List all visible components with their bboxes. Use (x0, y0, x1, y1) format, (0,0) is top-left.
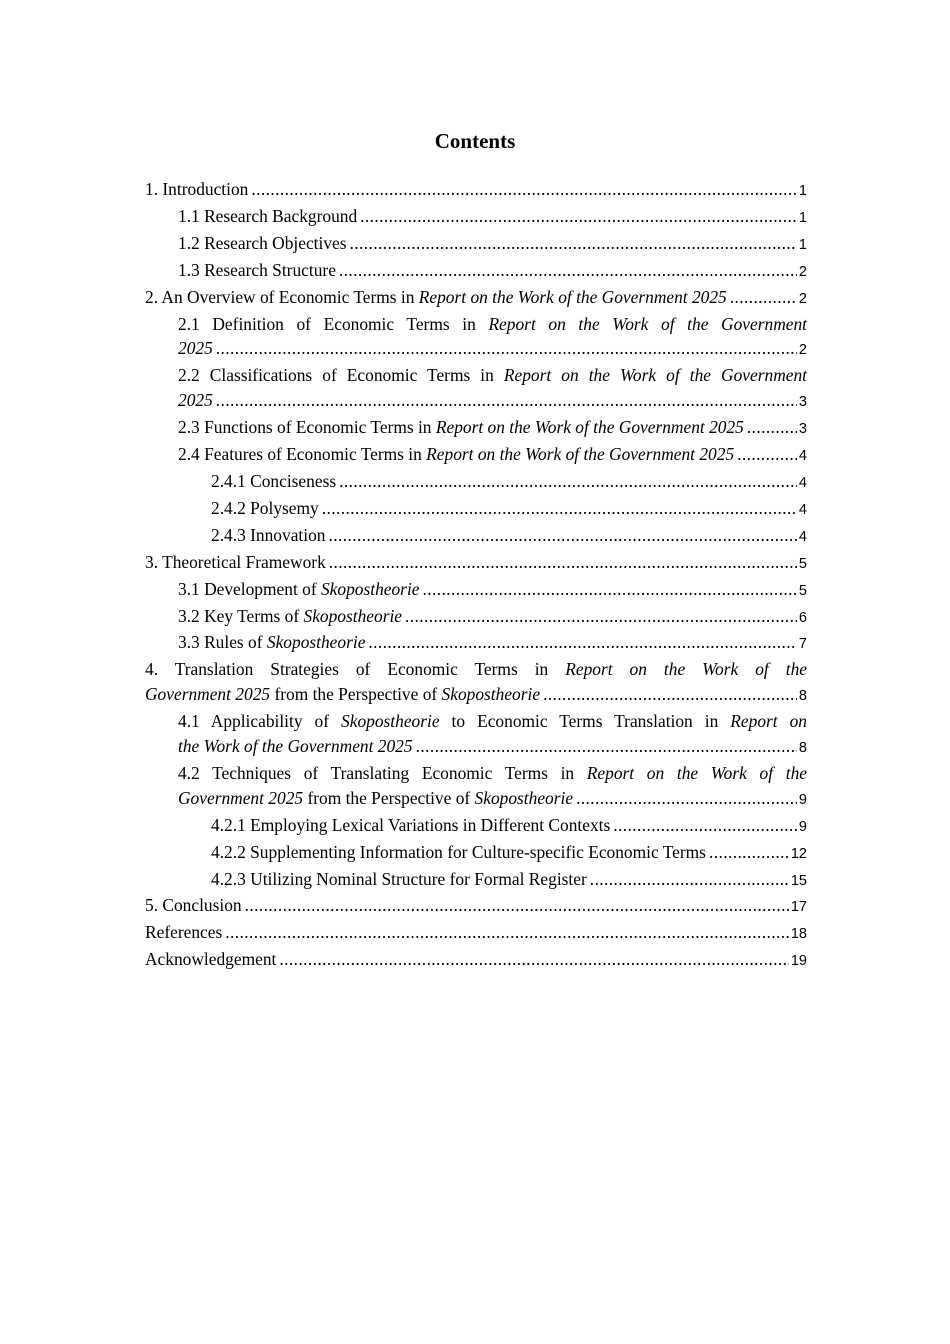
toc-entry-translation-strategies[interactable] (145, 657, 807, 709)
toc-entry-label: 4.2.2 Supplementing Information for Culture-specific Economic Terms (211, 841, 706, 862)
toc-entry-lexical-variations[interactable] (145, 813, 807, 840)
toc-page-number: 17 (790, 899, 807, 916)
toc-entry-classifications[interactable] (145, 363, 807, 415)
toc-page-number: 8 (798, 688, 807, 705)
table-of-contents (145, 177, 807, 974)
toc-page-number: 2 (798, 263, 807, 280)
toc-page-number: 4 (798, 501, 807, 518)
toc-page-number: 3 (798, 421, 807, 438)
toc-entry-conciseness[interactable] (145, 469, 807, 496)
dot-leader (576, 786, 797, 811)
toc-entry-label: 4.2.1 Employing Lexical Variations in Different Contexts (211, 814, 611, 835)
dot-leader (613, 813, 797, 838)
dot-leader (405, 604, 797, 629)
toc-entry-label: 2.3 Functions of Economic Terms in Report on the Work of the Government 2025 (178, 417, 744, 438)
toc-entry-label-line1: 4.1 Applicability of Skopostheorie to Economic Terms Translation in Report on (178, 711, 807, 732)
dot-leader (350, 231, 797, 256)
toc-page-number: 7 (798, 636, 807, 653)
toc-page-number: 3 (798, 394, 807, 411)
toc-entry-label: 2.4.1 Conciseness (211, 470, 337, 491)
dot-leader (328, 523, 796, 548)
toc-entry-nominal-structure[interactable] (145, 867, 807, 894)
toc-entry-innovation[interactable] (145, 523, 807, 550)
toc-page-number: 15 (790, 872, 807, 889)
toc-entry-label-line1: 4. Translation Strategies of Economic Terms in Report on the Work of the (145, 659, 807, 680)
toc-entry-label-line1: 2.1 Definition of Economic Terms in Report on the Work of the Government (178, 313, 807, 334)
toc-entry-label-line2: Government 2025 from the Perspective of Skopostheorie (145, 684, 541, 705)
dot-leader (423, 577, 797, 602)
toc-entry-development[interactable] (145, 577, 807, 604)
toc-entry-label-line2: Government 2025 from the Perspective of Skopostheorie (178, 787, 574, 808)
toc-entry-label: 4.2.3 Utilizing Nominal Structure for Formal Register (211, 868, 587, 889)
dot-leader (216, 388, 797, 413)
dot-leader (360, 204, 797, 229)
dot-leader (730, 285, 797, 310)
toc-entry-acknowledgement[interactable] (145, 947, 807, 974)
toc-entry-label: 1.2 Research Objectives (178, 232, 347, 253)
dot-leader (543, 682, 797, 707)
dot-leader (279, 947, 789, 972)
toc-page-number: 5 (798, 555, 807, 572)
page-title: Contents (434, 129, 516, 153)
toc-page-number: 6 (798, 609, 807, 626)
toc-page-number: 12 (790, 845, 807, 862)
dot-leader (339, 258, 797, 283)
toc-entry-label: 1.1 Research Background (178, 205, 358, 226)
toc-page-number: 4 (798, 474, 807, 491)
dot-leader (216, 336, 797, 361)
toc-entry-label: 2.4.3 Innovation (211, 524, 326, 545)
toc-entry-research-background[interactable] (145, 204, 807, 231)
toc-page-number: 9 (798, 791, 807, 808)
toc-entry-rules[interactable] (145, 630, 807, 657)
toc-page-number: 2 (798, 342, 807, 359)
toc-entry-research-structure[interactable] (145, 258, 807, 285)
toc-entry-overview[interactable] (145, 285, 807, 312)
dot-leader (709, 840, 789, 865)
toc-entry-research-objectives[interactable] (145, 231, 807, 258)
dot-leader (416, 734, 797, 759)
toc-page-number: 18 (790, 926, 807, 943)
toc-entry-conclusion[interactable] (145, 893, 807, 920)
toc-entry-definition[interactable] (145, 312, 807, 364)
toc-entry-references[interactable] (145, 920, 807, 947)
dot-leader (225, 920, 789, 945)
toc-page-number: 1 (798, 183, 807, 199)
toc-entry-label: 5. Conclusion (145, 895, 242, 916)
toc-entry-label: 3.2 Key Terms of Skopostheorie (178, 605, 403, 626)
toc-entry-label-line1: 4.2 Techniques of Translating Economic Terms in Report on the Work of the (178, 762, 807, 783)
toc-entry-label: 2.4.2 Polysemy (211, 497, 319, 518)
toc-page-number: 1 (798, 209, 807, 226)
toc-page-number: 19 (790, 953, 807, 970)
toc-entry-label-line2: 2025 (178, 390, 213, 411)
toc-entry-applicability[interactable] (145, 709, 807, 761)
toc-entry-label: Acknowledgement (145, 949, 277, 970)
toc-entry-polysemy[interactable] (145, 496, 807, 523)
toc-entry-supplementing-information[interactable] (145, 840, 807, 867)
dot-leader (245, 893, 789, 918)
toc-page-number: 8 (798, 740, 807, 757)
toc-page-number: 2 (798, 290, 807, 307)
toc-entry-label: 2.4 Features of Economic Terms in Report on the Work of the Government 2025 (178, 444, 735, 465)
toc-entry-features[interactable] (145, 442, 807, 469)
toc-entry-label-line2: the Work of the Government 2025 (178, 736, 413, 757)
toc-page-number: 9 (798, 818, 807, 835)
dot-leader (747, 415, 797, 440)
dot-leader (368, 630, 797, 655)
dot-leader (329, 550, 797, 575)
toc-entry-label: 1. Introduction (145, 179, 249, 199)
toc-entry-key-terms[interactable] (145, 604, 807, 631)
toc-entry-label: 3.3 Rules of Skopostheorie (178, 632, 366, 653)
dot-leader (590, 867, 789, 892)
toc-entry-label: References (145, 922, 223, 943)
toc-entry-introduction[interactable] (145, 177, 807, 204)
toc-entry-functions[interactable] (145, 415, 807, 442)
dot-leader (737, 442, 797, 467)
toc-entry-label: 2. An Overview of Economic Terms in Report on the Work of the Government 2025 (145, 286, 727, 307)
toc-page-number: 4 (798, 528, 807, 545)
toc-entry-techniques[interactable] (145, 761, 807, 813)
toc-entry-label-line2: 2025 (178, 338, 213, 359)
toc-entry-label-line1: 2.2 Classifications of Economic Terms in Report on the Work of the Government (178, 365, 807, 386)
toc-page-number: 1 (798, 236, 807, 253)
dot-leader (322, 496, 797, 521)
dot-leader (339, 469, 797, 494)
toc-page-number: 4 (798, 448, 807, 465)
dot-leader (251, 177, 797, 202)
toc-page-number: 5 (798, 582, 807, 599)
toc-entry-theoretical-framework[interactable] (145, 550, 807, 577)
toc-entry-label: 3.1 Development of Skopostheorie (178, 578, 420, 599)
toc-entry-label: 3. Theoretical Framework (145, 551, 326, 572)
toc-entry-label: 1.3 Research Structure (178, 259, 336, 280)
